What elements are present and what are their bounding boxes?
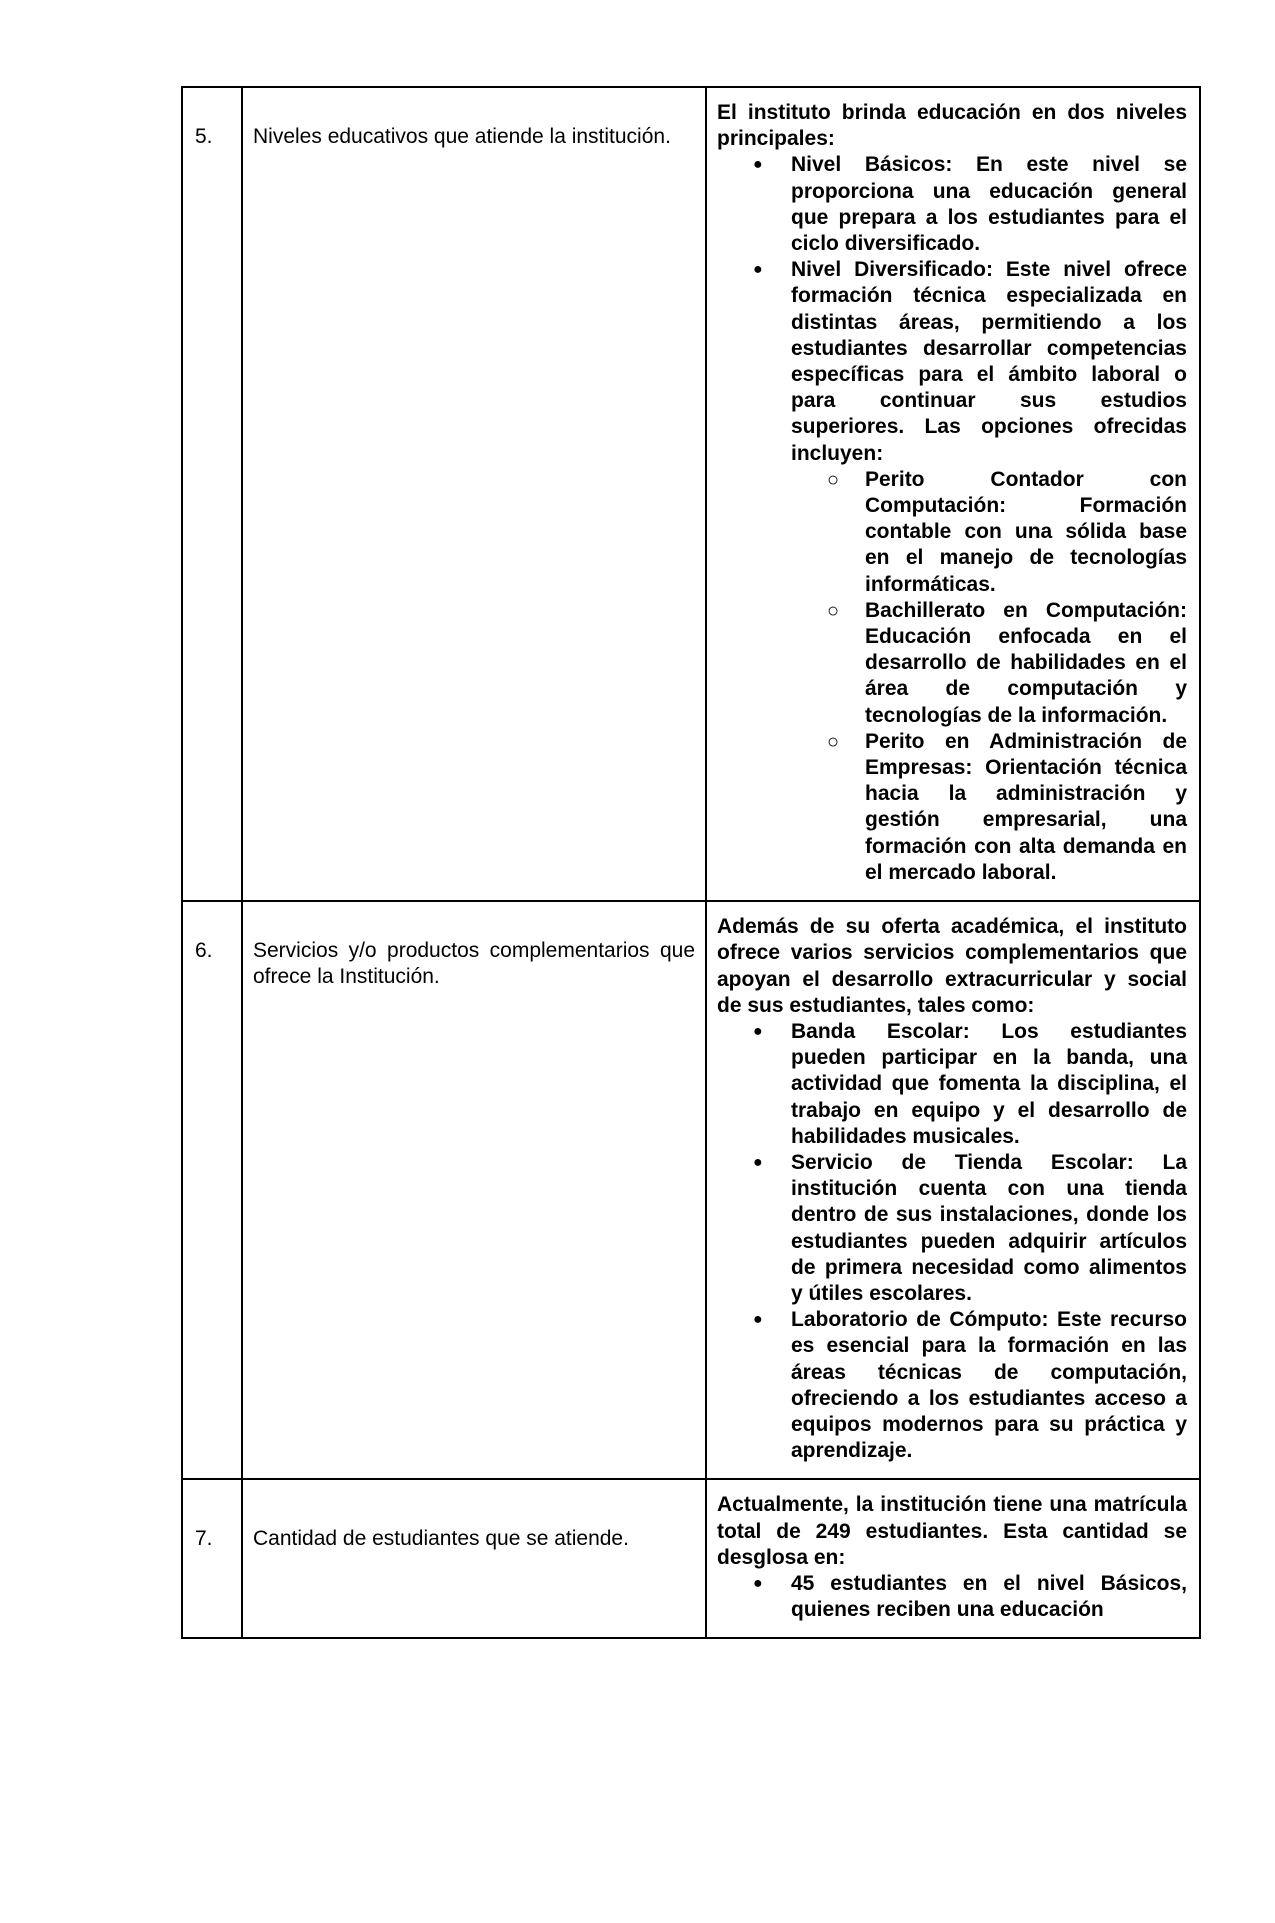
table-row — [182, 87, 1200, 901]
row-number-cell — [182, 1479, 242, 1638]
sub-list-item-text: Perito en Administración de Empresas: Orientación técnica hacia la administración y gestión empresarial, una formación con alta demanda en el mercado laboral. — [865, 729, 1187, 884]
bullet-list — [717, 1019, 1187, 1464]
sub-list-item — [827, 729, 1187, 886]
bullet-list — [717, 1571, 1187, 1623]
bullet-icon: ● — [753, 156, 763, 174]
sub-list-item-text: Bachillerato en Computación: Educación enfocada en el desarrollo de habilidades en el área de computación y tecnologías de la información. — [865, 598, 1187, 727]
list-item-text: Servicio de Tienda Escolar: La institución cuenta con una tienda dentro de sus instalaciones, donde los estudiantes pueden adquirir artículos de primera necesidad como alimentos y útiles escolares. — [791, 1150, 1187, 1305]
list-item — [753, 1571, 1187, 1623]
row-label: Servicios y/o productos complementarios que ofrece la Institución. — [253, 939, 695, 989]
list-item-text: 45 estudiantes en el nivel Básicos, quienes reciben una educación — [791, 1571, 1187, 1622]
row-intro: El instituto brinda educación en dos niveles principales: — [717, 101, 1187, 151]
row-number: 5. — [195, 125, 213, 148]
circle-bullet-icon: ○ — [827, 730, 840, 753]
sub-list-item — [827, 467, 1187, 598]
sub-list-item — [827, 598, 1187, 729]
row-number-cell — [182, 87, 242, 901]
list-item-text: Banda Escolar: Los estudiantes pueden participar en la banda, una actividad que fomenta la disciplina, el trabajo en equipo y el desarrollo de habilidades musicales. — [791, 1019, 1187, 1148]
bullet-icon: ● — [753, 261, 763, 279]
list-item — [753, 152, 1187, 257]
list-item — [753, 1019, 1187, 1150]
list-item — [753, 1307, 1187, 1464]
list-item — [753, 257, 1187, 886]
sub-list-item-text: Perito Contador con Computación: Formación contable con una sólida base en el manejo de tecnologías informáticas. — [865, 467, 1187, 596]
row-label-cell — [242, 901, 706, 1479]
table-row — [182, 1479, 1200, 1638]
bullet-icon: ● — [753, 1574, 763, 1592]
bullet-icon: ● — [753, 1022, 763, 1040]
circle-bullet-icon: ○ — [827, 468, 840, 491]
sub-list — [791, 467, 1187, 886]
row-label-cell — [242, 87, 706, 901]
row-intro: Además de su oferta académica, el instituto ofrece varios servicios complementarios que apoyan el desarrollo extracurricular y social de sus estudiantes, tales como: — [717, 915, 1187, 1017]
table-row — [182, 901, 1200, 1479]
row-number: 6. — [195, 939, 213, 963]
row-intro: Actualmente, la institución tiene una matrícula total de 249 estudiantes. Esta cantidad se desglosa en: — [717, 1493, 1187, 1569]
list-item-text: Laboratorio de Cómputo: Este recurso es esencial para la formación en las áreas técnicas de computación, ofreciendo a los estudiantes acceso a equipos modernos para su práctica y aprendizaje. — [791, 1308, 1187, 1463]
bullet-list — [717, 152, 1187, 886]
row-content-cell — [706, 1479, 1200, 1638]
bullet-icon: ● — [753, 1153, 763, 1171]
bullet-icon: ● — [753, 1311, 763, 1329]
list-item-text: Nivel Diversificado: Este nivel ofrece formación técnica especializada en distintas áreas, permitiendo a los estudiantes desarrollar competencias específicas para el ámbito laboral o para continuar sus estudios superiores. Las opciones ofrecidas incluyen: — [791, 258, 1187, 465]
row-label: Cantidad de estudiantes que se atiende. — [253, 1527, 629, 1551]
row-content-cell — [706, 87, 1200, 901]
info-table — [181, 86, 1201, 1639]
row-label-cell — [242, 1479, 706, 1638]
row-content-cell — [706, 901, 1200, 1479]
row-number: 7. — [195, 1527, 213, 1551]
row-number-cell — [182, 901, 242, 1479]
circle-bullet-icon: ○ — [827, 599, 840, 622]
list-item — [753, 1150, 1187, 1307]
row-label: Niveles educativos que atiende la institución. — [253, 125, 671, 148]
list-item-text: Nivel Básicos: En este nivel se proporciona una educación general que prepara a los estudiantes para el ciclo diversificado. — [791, 153, 1187, 256]
